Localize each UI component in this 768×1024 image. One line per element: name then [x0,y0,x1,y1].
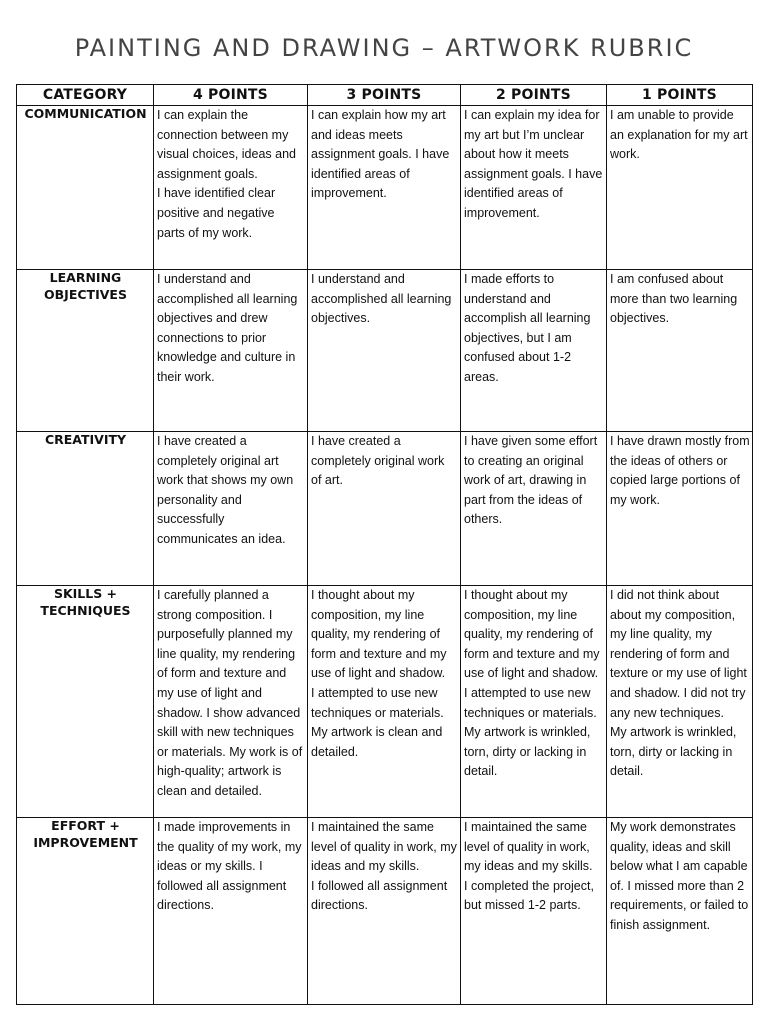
table-cell: I am unable to provide an explanation for my art work. [607,106,753,270]
table-row [17,270,753,432]
table-row [17,586,753,818]
table-cell: I made improvements in the quality of my work, my ideas or my skills. I followed all assignment directions. [154,818,308,1005]
table-cell: I can explain how my art and ideas meets assignment goals. I have identified areas of improvement. [308,106,461,270]
table-cell: I understand and accomplished all learning objectives and drew connections to prior knowledge and culture in their work. [154,270,308,432]
category-label: SKILLS + TECHNIQUES [17,586,154,818]
table-cell: I have created a completely original work of art. [308,432,461,586]
table-cell: I maintained the same level of quality in work, my ideas and my skills. I followed all assignment directions. [308,818,461,1005]
page-title: PAINTING AND DRAWING – ARTWORK RUBRIC [74,34,694,62]
table-row [17,818,753,1005]
header-1-points: 1 POINTS [607,85,753,106]
table-cell: I maintained the same level of quality in work, my ideas and my skills. I completed the project, but missed 1-2 parts. [461,818,607,1005]
table-cell: My work demonstrates quality, ideas and skill below what I am capable of. I missed more than 2 requirements, or failed to finish assignment. [607,818,753,1005]
category-label: LEARNING OBJECTIVES [17,270,154,432]
category-label: COMMUNICATION [17,106,154,270]
header-2-points: 2 POINTS [461,85,607,106]
table-cell: I made efforts to understand and accomplish all learning objectives, but I am confused about 1-2 areas. [461,270,607,432]
table-row [17,106,753,270]
header-category: CATEGORY [17,85,154,106]
table-cell: I thought about my composition, my line quality, my rendering of form and texture and my use of light and shadow. I attempted to use new techniques or materials. My artwork is clean and detailed. [308,586,461,818]
table-cell: I can explain my idea for my art but I’m unclear about how it meets assignment goals. I have identified areas of improvement. [461,106,607,270]
table-cell: I carefully planned a strong composition. I purposefully planned my line quality, my rendering of form and texture and my use of light and shadow. I show advanced skill with new techniques or materials. My work is of high-quality; artwork is clean and detailed. [154,586,308,818]
rubric-table [16,84,753,1005]
table-cell: I have created a completely original art work that shows my own personality and successfully communicates an idea. [154,432,308,586]
table-row [17,432,753,586]
table-cell: I thought about my composition, my line quality, my rendering of form and texture and my use of light and shadow. I attempted to use new techniques or materials. My artwork is wrinkled, torn, dirty or lacking in detail. [461,586,607,818]
header-row [17,85,753,106]
table-cell: I did not think about about my composition, my line quality, my rendering of form and texture or my use of light and shadow. I did not try any new techniques. My artwork is wrinkled, torn, dirty or lacking in detail. [607,586,753,818]
table-cell: I have drawn mostly from the ideas of others or copied large portions of my work. [607,432,753,586]
table-cell: I am confused about more than two learning objectives. [607,270,753,432]
table-cell: I can explain the connection between my visual choices, ideas and assignment goals. I have identified clear positive and negative parts of my work. [154,106,308,270]
header-4-points: 4 POINTS [154,85,308,106]
table-cell: I understand and accomplished all learning objectives. [308,270,461,432]
category-label: EFFORT + IMPROVEMENT [17,818,154,1005]
header-3-points: 3 POINTS [308,85,461,106]
category-label: CREATIVITY [17,432,154,586]
table-cell: I have given some effort to creating an original work of art, drawing in part from the ideas of others. [461,432,607,586]
